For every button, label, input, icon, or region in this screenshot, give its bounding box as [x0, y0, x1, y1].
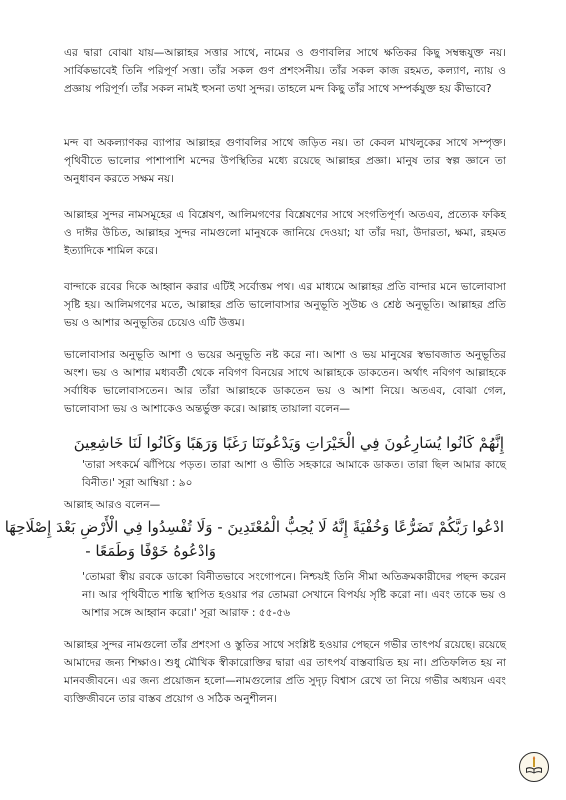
paragraph-4: বান্দাকে রবের দিকে আহ্বান করার এটিই সর্বোত্তম পথ। এর মাধ্যমে আল্লাহর প্রতি বান্দার মনে ভালোবাসা সৃষ্টি হয়। আলিমগণের মতে, আল্লাহর প্রতি ভালোবাসার অনুভূতি সুউচ্চ ও শ্রেষ্ঠ অনুভূতি। আল্লাহর প্রতি ভয় ও আশার অনুভূতির চেয়েও এটি উত্তম।: [64, 281, 506, 329]
verse-1-arabic: إِنَّهُمْ كَانُوا يُسَارِعُونَ فِي الْخَيْرَاتِ وَيَدْعُونَنَا رَغَبًا وَرَهَبًا وَكَانُوا لَنَا خَاشِعِينَ: [73, 434, 504, 452]
paragraph-5: ভালোবাসার অনুভূতি আশা ও ভয়ের অনুভূতি নষ্ট করে না। আশা ও ভয় মানুষের স্বভাবজাত অনুভূতির অংশ। ভয় ও আশার মধ্যবর্তী থেকে নবিগণ বিনয়ের সাথে আল্লাহকে ডাকতেন। অর্থাৎ নবিগণ আল্লাহকে সর্বাধিক ভালোবাসতেন। আর তাঁরা আল্লাহকে ডাকতেন ভয় ও আশা নিয়ে। অতএব, বোঝা গেল, ভালোবাসা ভয় ও আশাকেও অন্তর্ভুক্ত করে। আল্লাহ তায়ালা বলেন—: [64, 349, 506, 415]
book-candle-logo-icon: [519, 752, 549, 782]
paragraph-1: এর দ্বারা বোঝা যায়—আল্লাহর সত্তার সাথে, নামের ও গুণাবলির সাথে ক্ষতিকর কিছু সম্বন্ধযুক্ত নয়। সার্বিকভাবেই তিনি পরিপূর্ণ সত্তা। তাঁর সকল গুণ প্রশংসনীয়। তাঁর সকল কাজ রহমত, কল্যাণ, ন্যায় ও প্রজ্ঞায় পরিপূর্ণ। তাঁর সকল নামই হুসনা তথা সুন্দর। তাহলে মন্দ কিছু তাঁর সাথে সম্পর্কযুক্ত হয় কীভাবে?: [64, 47, 506, 95]
verse-2-arabic-line-1: ادْعُوا رَبَّكُمْ تَضَرُّعًا وَخُفْيَةً إِنَّهُ لَا يُحِبُّ الْمُعْتَدِينَ - وَلَا تُفْسِدُوا فِي الْأَرْضِ بَعْدَ إِصْلَاحِهَا: [4, 518, 504, 536]
verse-2-translation: 'তোমরা স্বীয় রবকে ডাকো বিনীতভাবে সংগোপনে। নিশ্চয়ই তিনি সীমা অতিক্রমকারীদের পছন্দ করেন না। আর পৃথিবীতে শান্তি স্থাপিত হওয়ার পর তোমরা সেখানে বিপর্যয় সৃষ্টি করো না। এবং তাকে ভয় ও আশার সঙ্গে আহ্বান করো।' সূরা আরাফ : ৫৫-৫৬: [82, 571, 506, 619]
lead-in-text: আল্লাহ আরও বলেন—: [64, 499, 161, 511]
verse-2-arabic-line-2: وَادْعُوهُ خَوْفًا وَطَمَعًا -: [85, 542, 216, 560]
closing-paragraph: আল্লাহর সুন্দর নামগুলো তাঁর প্রশংসা ও স্তুতির সাথে সংশ্লিষ্ট হওয়ার পেছনে গভীর তাৎপর্য রয়েছে। রয়েছে আমাদের জন্য শিক্ষাও। শুধু মৌখিক স্বীকারোক্তির দ্বারা এর তাৎপর্য বাস্তবায়িত হয় না। প্রতিফলিত হয় না মানবজীবনে। এর জন্য প্রয়োজন হলো—নামগুলোর প্রতি সুদৃঢ় বিশ্বাস রেখে তা নিয়ে গভীর অধ্যয়ন এবং ব্যক্তিজীবনে তার বাস্তব প্রয়োগ ও সঠিক অনুশীলন।: [64, 639, 506, 705]
paragraph-2: মন্দ বা অকল্যাণকর ব্যাপার আল্লাহর গুণাবলির সাথে জড়িত নয়। তা কেবল মাখলুকের সাথে সম্পৃক্ত। পৃথিবীতে ভালোর পাশাপাশি মন্দের উপস্থিতির মধ্যে রয়েছে আল্লাহর প্রজ্ঞা। মানুষ তার স্বল্প জ্ঞানে তা অনুধাবন করতে সক্ষম নয়।: [64, 137, 506, 185]
logo-graphic: [520, 753, 548, 781]
verse-1-translation: 'তারা সৎকর্মে ঝাঁপিয়ে পড়ত। তারা আশা ও ভীতি সহকারে আমাকে ডাকত। তারা ছিল আমার কাছে বিনীত।' সূরা আম্বিয়া : ৯০: [82, 459, 506, 489]
paragraph-3: আল্লাহর সুন্দর নামসমূহের এ বিশ্লেষণ, আলিমগণের বিশ্লেষণের সাথে সংগতিপূর্ণ। অতএব, প্রত্যেক ফকিহ ও দাঈর উচিত, আল্লাহর সুন্দর নামগুলো মানুষকে জানিয়ে দেওয়া; যা তাঁর দয়া, উদারতা, ক্ষমা, রহমত ইত্যাদিকে শামিল করে।: [64, 209, 506, 257]
